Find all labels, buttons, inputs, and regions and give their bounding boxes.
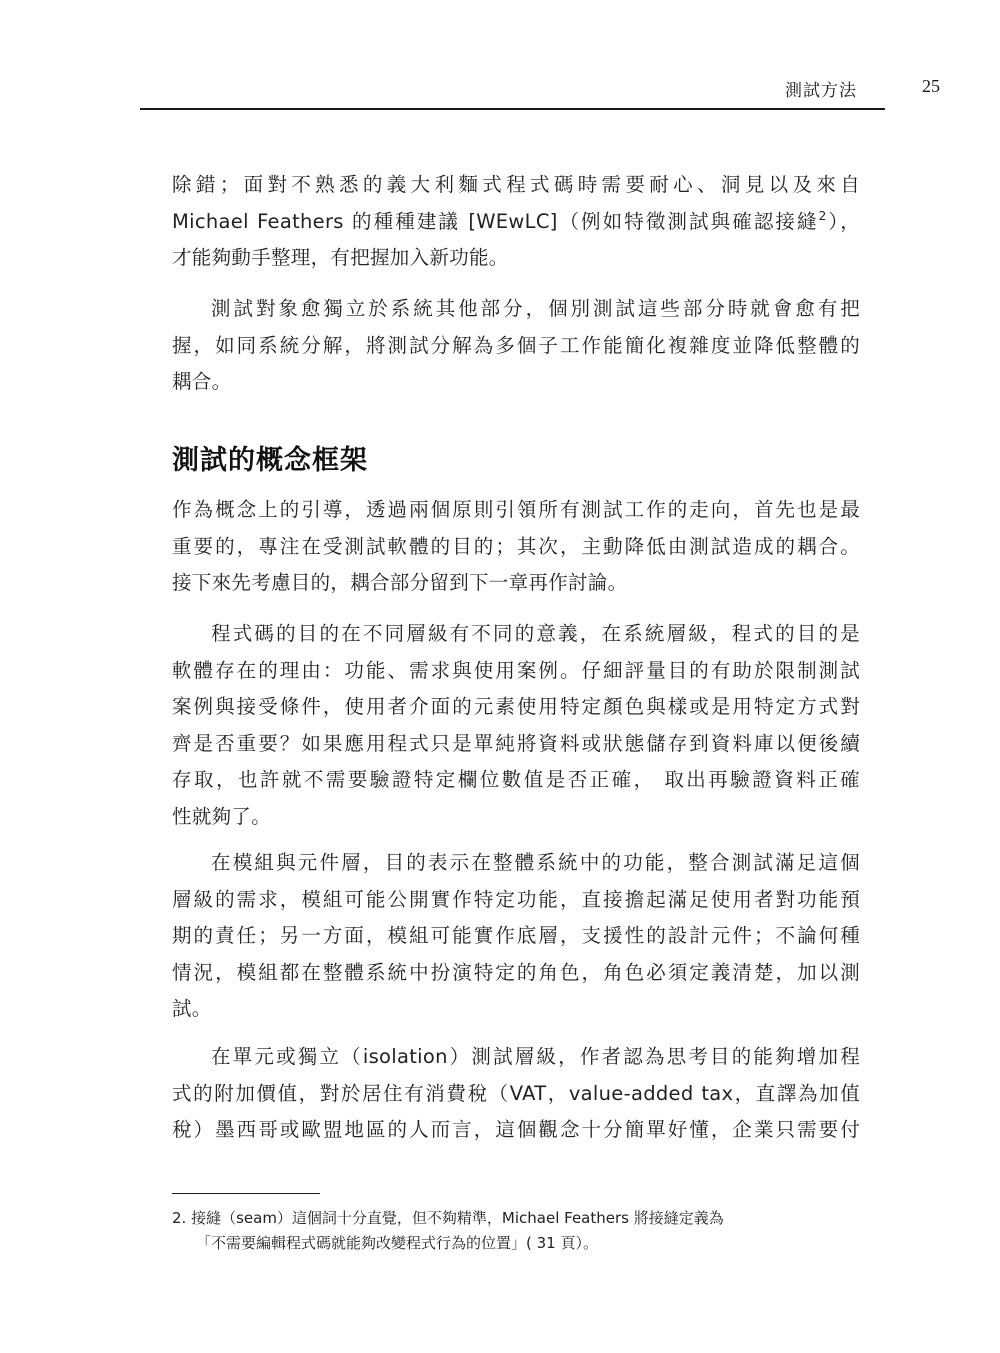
text-line: 齊是否重要？如果應用程式只是單純將資料或狀態儲存到資料庫以便後續	[172, 731, 860, 755]
text-line: 層級的需求，模組可能公開實作特定功能，直接擔起滿足使用者對功能預	[172, 887, 860, 911]
text-line: 情況，模組都在整體系統中扮演特定的角色，角色必須定義清楚，加以測	[172, 960, 860, 984]
text-line: 案例與接受條件，使用者介面的元素使用特定顏色與樣或是用特定方式對	[172, 695, 860, 718]
text-line: 作為概念上的引導，透過兩個原則引領所有測試工作的走向，首先也是最	[172, 498, 860, 521]
paragraph-4	[172, 616, 860, 835]
paragraph-5	[172, 845, 860, 1028]
footnote-divider	[172, 1193, 320, 1194]
text-line: 重要的，專注在受測試軟體的目的；其次，主動降低由測試造成的耦合。	[172, 534, 860, 558]
running-header	[140, 72, 885, 110]
paragraph-6	[172, 1039, 860, 1149]
text-line: 性就夠了。	[172, 804, 272, 828]
text-line: 期的責任；另一方面，模組可能實作底層，支援性的設計元件；不論何種	[172, 924, 860, 947]
text-line: 存取，也許就不需要驗證特定欄位數值是否正確， 取出再驗證資料正確	[172, 768, 860, 791]
footnote	[172, 1206, 860, 1256]
page-number: 25	[922, 76, 940, 96]
text-line: 式的附加價值，對於居住有消費稅（VAT，value-added tax，直譯為加值	[172, 1081, 860, 1105]
paragraph-3	[172, 492, 860, 602]
footnote-ref: 2	[818, 208, 827, 223]
footnote-line: 2. 接縫（seam）這個詞十分直覺，但不夠精準，Michael Feathers 將接縫定義為	[172, 1209, 724, 1227]
text-line: 軟體存在的理由：功能、需求與使用案例。仔細評量目的有助於限制測試	[172, 658, 860, 682]
text-line: 耦合。	[172, 370, 232, 393]
text-line: 在模組與元件層，目的表示在整體系統中的功能，整合測試滿足這個	[211, 851, 860, 874]
text-line: 除錯；面對不熟悉的義大利麵式程式碼時需要耐心、洞見以及來自	[172, 173, 860, 196]
section-heading: 測試的概念框架	[172, 445, 368, 476]
text-line: 握，如同系統分解，將測試分解為多個子工作能簡化複雜度並降低整體的	[172, 333, 860, 357]
text-line: Michael Feathers 的種種建議 [WEwLC]（例如特徵測試與確認接縫$^2$），	[172, 208, 860, 233]
paragraph-1	[172, 167, 860, 277]
text-line: 在單元或獨立（isolation）測試層級，作者認為思考目的能夠增加程	[211, 1045, 860, 1068]
text-line: 稅）墨西哥或歐盟地區的人而言，這個觀念十分簡單好懂，企業只需要付	[172, 1118, 860, 1141]
text-line: 接下來先考慮目的，耦合部分留到下一章再作討論。	[172, 571, 628, 594]
text-line: 程式碼的目的在不同層級有不同的意義，在系統層級，程式的目的是	[211, 622, 860, 645]
chapter-title: 測試方法	[785, 81, 857, 101]
paragraph-2	[172, 291, 860, 401]
text-line: 測試對象愈獨立於系統其他部分，個別測試這些部分時就會愈有把	[211, 297, 860, 320]
text-line: 試。	[172, 997, 212, 1020]
text-line: 才能夠動手整理，有把握加入新功能。	[172, 246, 509, 269]
footnote-line: 「不需要編輯程式碼就能夠改變程式行為的位置」( 31 頁）。	[196, 1234, 598, 1252]
